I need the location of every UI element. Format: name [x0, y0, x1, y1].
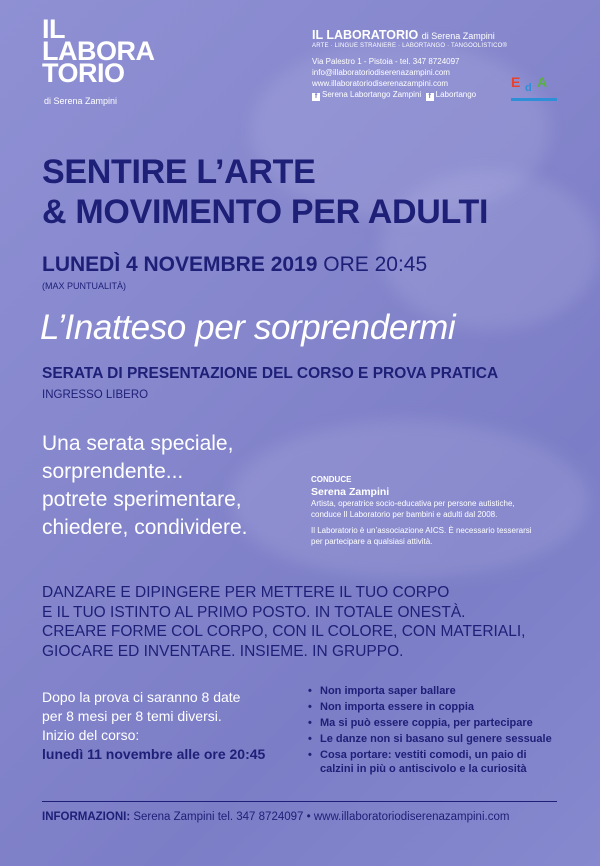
- logo-subtitle: di Serena Zampini: [44, 96, 118, 106]
- facebook-link-1[interactable]: Serena Labortango Zampini: [322, 90, 422, 99]
- special-line: chiedere, condividere.: [42, 516, 248, 539]
- laboratorio-logo: [42, 14, 155, 88]
- event-title: [42, 152, 488, 232]
- footer-info: [42, 811, 509, 823]
- event-title-line: SENTIRE L’ARTE: [42, 153, 316, 191]
- course-line: Dopo la prova ci saranno 8 date: [42, 689, 241, 705]
- list-item: [306, 716, 552, 730]
- course-line: Inizio del corso:: [42, 727, 140, 743]
- footer-label: INFORMAZIONI:: [42, 811, 131, 823]
- course-info: [42, 688, 265, 764]
- free-entry: INGRESSO LIBERO: [42, 389, 149, 401]
- manifesto-line: CREARE FORME COL CORPO, CON IL COLORE, CON MATERIALI,: [42, 623, 526, 640]
- eda-letter-d: d: [525, 82, 532, 94]
- address: Via Palestro 1 - Pistoia - tel. 347 8724097: [312, 57, 460, 66]
- course-start-date: lunedì 11 novembre alle ore 20:45: [42, 746, 266, 762]
- special-line: sorprendente...: [42, 460, 184, 483]
- facebook-links: [312, 89, 507, 101]
- eda-underline: [511, 98, 557, 101]
- manifesto-line: DANZARE E DIPINGERE PER METTERE IL TUO CORPO: [42, 584, 450, 601]
- eda-letter-a: A: [537, 74, 548, 90]
- conduce-bio-line: Artista, operatrice socio-educativa per persone autistiche,: [311, 499, 515, 508]
- list-item-text: Le danze non si basano sul genere sessuale: [320, 733, 552, 745]
- header-title-text: IL LABORATORIO: [312, 28, 419, 42]
- eda-letter-e: E: [511, 74, 521, 90]
- event-subtitle: L’Inatteso per sorprendermi: [40, 308, 456, 347]
- footer-divider: [42, 801, 557, 802]
- header-title: [312, 28, 507, 42]
- punctuality-note: (MAX PUNTUALITÀ): [42, 281, 127, 291]
- manifesto-text: [42, 583, 525, 661]
- list-item-text: Ma si può essere coppia, per partecipare: [320, 717, 533, 729]
- facebook-link-2[interactable]: Labortango: [435, 90, 477, 99]
- list-item-text: calzini in più o antiscivolo e la curiosità: [320, 763, 527, 775]
- list-item-text: Cosa portare: vestiti comodi, un paio di: [320, 749, 527, 761]
- header-tags: ARTE · LINGUE STRANIERE · LABORTANGO · TANGOOLISTICO®: [312, 43, 508, 49]
- course-line: per 8 mesi per 8 temi diversi.: [42, 708, 222, 724]
- special-evening-text: [42, 430, 247, 542]
- list-item: [306, 684, 552, 698]
- logo-line: LABORA: [42, 36, 155, 66]
- footer-text: Serena Zampini tel. 347 8724097 • www.illaboratoriodiserenazampini.com: [133, 811, 510, 823]
- list-item: [306, 700, 552, 714]
- event-title-line: & MOVIMENTO PER ADULTI: [42, 193, 489, 231]
- logo-line: TORIO: [42, 58, 125, 88]
- email-link[interactable]: info@illaboratoriodiserenazampini.com: [312, 68, 450, 77]
- manifesto-line: GIOCARE ED INVENTARE. INSIEME. IN GRUPPO.: [42, 642, 404, 660]
- event-date-day: LUNEDÌ 4 NOVEMBRE 2019: [42, 253, 318, 276]
- logo-line: IL: [42, 14, 65, 44]
- conduce-label: CONDUCE: [311, 475, 352, 484]
- conduce-bio-line: conduce Il Laboratorio per bambini e adulti dal 2008.: [311, 510, 498, 519]
- conduce-note-line: per partecipare a qualsiasi attività.: [311, 537, 433, 546]
- conduce-name: Serena Zampini: [311, 486, 390, 498]
- facebook-icon: f: [312, 93, 320, 101]
- special-line: Una serata speciale,: [42, 432, 234, 455]
- event-date: [42, 253, 427, 277]
- manifesto-line: E IL TUO ISTINTO AL PRIMO POSTO. IN TOTALE ONESTÀ.: [42, 603, 466, 621]
- facebook-icon: f: [426, 93, 434, 101]
- website-link[interactable]: www.illaboratoriodiserenazampini.com: [312, 79, 449, 88]
- list-item-text: Non importa essere in coppia: [320, 701, 475, 713]
- eda-partner-logo: [511, 74, 557, 104]
- list-item: [306, 748, 552, 776]
- conduce-note-line: Il Laboratorio è un’associazione AICS. È necessario tesserarsi: [311, 526, 532, 535]
- list-item: [306, 732, 552, 746]
- special-line: potrete sperimentare,: [42, 488, 242, 511]
- event-date-time: ORE 20:45: [323, 253, 428, 276]
- conduce-block: [311, 474, 532, 547]
- list-item-text: Non importa saper ballare: [320, 685, 456, 697]
- presentation-heading: SERATA DI PRESENTAZIONE DEL CORSO E PROVA PRATICA: [42, 365, 499, 382]
- header-contacts: [312, 28, 507, 101]
- notes-list: [306, 684, 552, 778]
- header-title-suffix: di Serena Zampini: [421, 31, 495, 41]
